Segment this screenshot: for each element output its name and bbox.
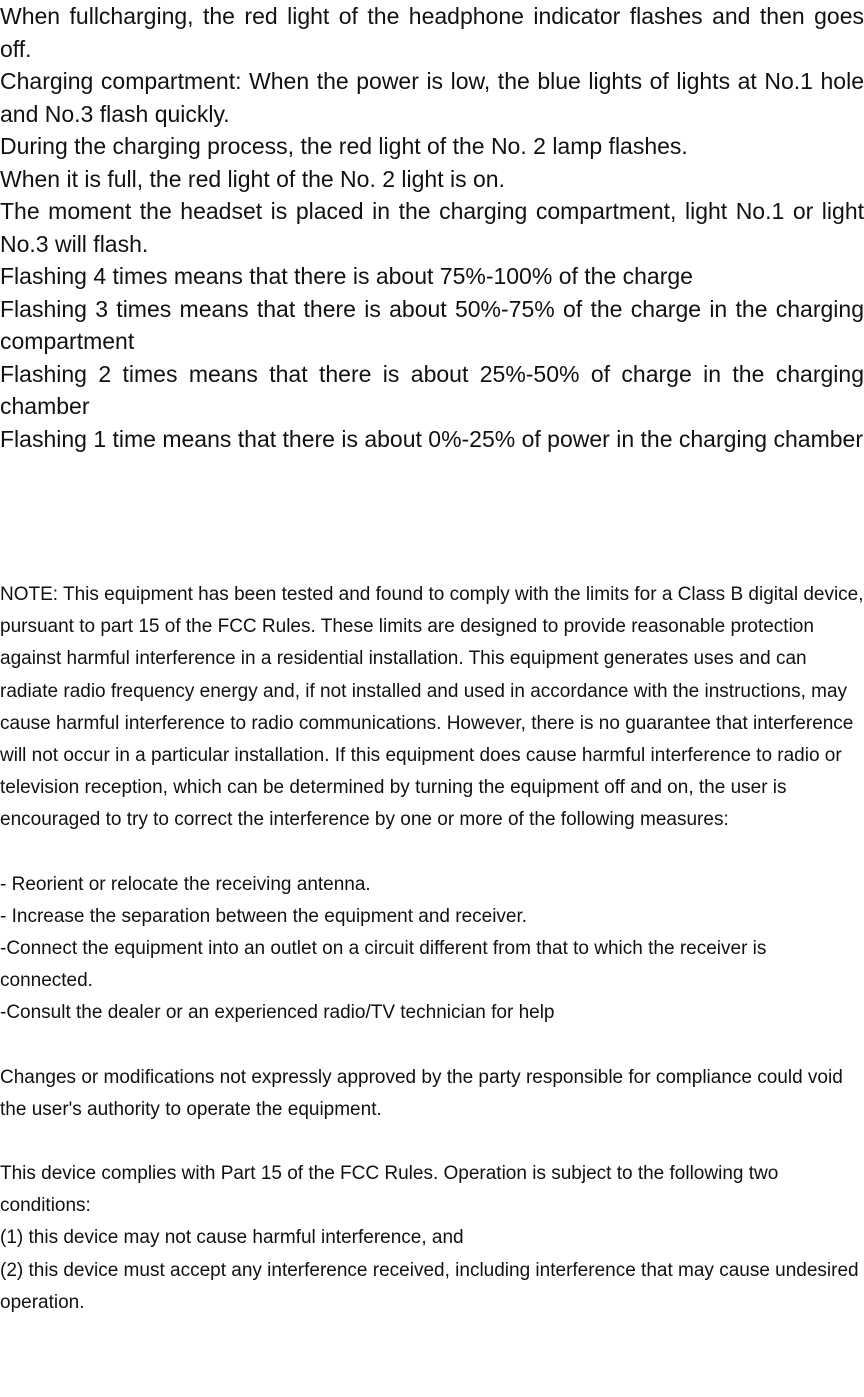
charging-line-flash-3: Flashing 3 times means that there is about 50%-75% of the charge in the charging compartment bbox=[0, 295, 864, 354]
spacer bbox=[0, 1126, 864, 1158]
fcc-statement bbox=[0, 579, 864, 1319]
charging-line-placed: The moment the headset is placed in the charging compartment, light No.1 or light No.3 will flash. bbox=[0, 198, 864, 257]
compliance-intro-paragraph: This device complies with Part 15 of the FCC Rules. Operation is subject to the following two conditions: bbox=[0, 1163, 779, 1217]
charging-line-compartment-low: Charging compartment: When the power is low, the blue lights of lights at No.1 hole and No.3 flash quickly. bbox=[0, 68, 864, 127]
measure-item: - Increase the separation between the equipment and receiver. bbox=[0, 905, 528, 927]
measure-item: -Consult the dealer or an experienced radio/TV technician for help bbox=[0, 1002, 555, 1024]
charging-line-flash-4: Flashing 4 times means that there is about 75%-100% of the charge bbox=[0, 263, 693, 289]
measure-item: -Connect the equipment into an outlet on a circuit different from that to which the receiver is connected. bbox=[0, 938, 767, 992]
charging-line-flash-2: Flashing 2 times means that there is about 25%-50% of charge in the charging chamber bbox=[0, 360, 864, 419]
charging-line-process: During the charging process, the red light of the No. 2 lamp flashes. bbox=[0, 133, 688, 159]
spacer bbox=[0, 837, 864, 869]
condition-item: (2) this device must accept any interference received, including interference that may cause undesired operation. bbox=[0, 1259, 859, 1313]
condition-item: (1) this device may not cause harmful interference, and bbox=[0, 1227, 464, 1249]
measure-item: - Reorient or relocate the receiving antenna. bbox=[0, 873, 371, 895]
changes-warning-paragraph: Changes or modifications not expressly approved by the party responsible for compliance could void the user's authority to operate the equipment. bbox=[0, 1066, 843, 1120]
charging-instructions bbox=[0, 0, 864, 455]
charging-line-earphone-full: When fullcharging, the red light of the headphone indicator flashes and then goes off. bbox=[0, 3, 864, 62]
charging-line-full: When it is full, the red light of the No. 2 light is on. bbox=[0, 165, 505, 192]
spacer bbox=[0, 1030, 864, 1062]
charging-line-flash-1: Flashing 1 time means that there is about 0%-25% of power in the charging chamber bbox=[0, 425, 863, 452]
fcc-note-paragraph: NOTE: This equipment has been tested and found to comply with the limits for a Class B digital device, pursuant to part 15 of the FCC Rules. These limits are designed to provide reasonable protection against harmful interference in a residential installation. This equipment generates uses and can radiate radio frequency energy and, if not installed and used in accordance with the instructions, may cause harmful interference to radio communications. However, there is no guarantee that interference will not occur in a particular installation. If this equipment does cause harmful interference to radio or television reception, which can be determined by turning the equipment off and on, the user is encouraged to try to correct the interference by one or more of the following measures: bbox=[0, 584, 864, 831]
